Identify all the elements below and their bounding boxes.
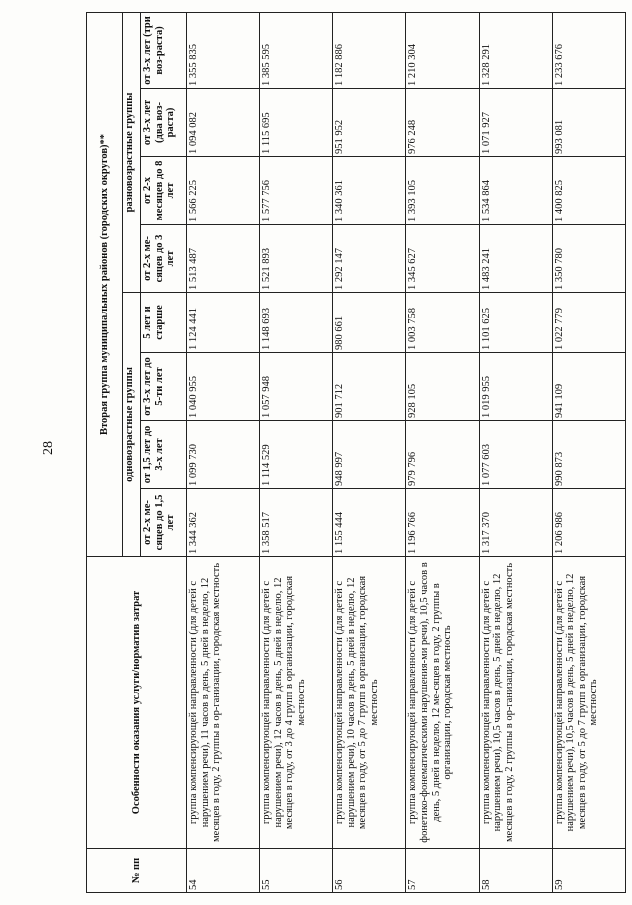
table-row — [552, 12, 625, 892]
table-row — [187, 12, 260, 892]
cost-value: 1 358 517 — [260, 489, 333, 557]
row-number: 56 — [333, 849, 406, 893]
header-single-age: одновозрастные группы — [123, 293, 141, 557]
cost-value: 1 350 780 — [552, 225, 625, 293]
cost-value: 1 317 370 — [479, 489, 552, 557]
cost-value: 948 997 — [333, 421, 406, 489]
table-row — [260, 12, 333, 892]
cost-value: 1 071 927 — [479, 89, 552, 157]
cost-value: 1 101 625 — [479, 293, 552, 353]
cost-value: 1 483 241 — [479, 225, 552, 293]
column-header: 5 лет и старше — [141, 293, 187, 353]
cost-value: 1 099 730 — [187, 421, 260, 489]
table-row — [406, 12, 479, 892]
cost-value: 1 040 955 — [187, 353, 260, 421]
column-header: от 3-х лет (три воз-раста) — [141, 12, 187, 88]
cost-norms-table — [86, 12, 626, 893]
row-description: группа компенсирующей направленности (для детей с нарушением речи), 11 часов в день, 5 дней в неделю, 12 месяцев в году, 2 группы в ор-ганизации, городская местность — [187, 557, 260, 849]
cost-value: 1 182 886 — [333, 12, 406, 88]
cost-value: 1 577 756 — [260, 157, 333, 225]
row-description: группа компенсирующей направленности (для детей с нарушением речи), 10,5 часов в день, 5 дней в неделю, 12 месяцев в году, от 5 до 7 групп в организации, городская местность — [552, 557, 625, 849]
row-number: 59 — [552, 849, 625, 893]
cost-value: 1 345 627 — [406, 225, 479, 293]
column-header: от 2-х ме-сяцев до 1,5 лет — [141, 489, 187, 557]
cost-value: 1 400 825 — [552, 157, 625, 225]
cost-value: 1 206 986 — [552, 489, 625, 557]
cost-value: 1 019 955 — [479, 353, 552, 421]
cost-value: 979 796 — [406, 421, 479, 489]
row-description: группа компенсирующей направленности (для детей с нарушением речи), 10,5 часов в день, 5 дней в неделю, 12 месяцев в году, 2 группы в ор-ганизации, городская местность — [479, 557, 552, 849]
cost-value: 993 081 — [552, 89, 625, 157]
cost-value: 1 210 304 — [406, 12, 479, 88]
cost-value: 1 566 225 — [187, 157, 260, 225]
cost-value: 1 513 487 — [187, 225, 260, 293]
cost-value: 1 233 676 — [552, 12, 625, 88]
header-description: Особенности оказания услуги/норматив затрат — [87, 557, 187, 849]
cost-value: 1 340 361 — [333, 157, 406, 225]
column-header: от 1,5 лет до 3-х лет — [141, 421, 187, 489]
cost-value: 1 534 864 — [479, 157, 552, 225]
table-row — [479, 12, 552, 892]
cost-value: 1 355 835 — [187, 12, 260, 88]
cost-value: 1 094 082 — [187, 89, 260, 157]
table-row — [333, 12, 406, 892]
cost-value: 1 114 529 — [260, 421, 333, 489]
cost-value: 951 952 — [333, 89, 406, 157]
cost-value: 1 057 948 — [260, 353, 333, 421]
cost-value: 1 148 693 — [260, 293, 333, 353]
row-number: 58 — [479, 849, 552, 893]
row-description: группа компенсирующей направленности (для детей с нарушением речи), 10 часов в день, 5 дней в неделю, 12 месяцев в году, от 5 до 7 групп в организации, городская местность — [333, 557, 406, 849]
cost-value: 1 115 695 — [260, 89, 333, 157]
header-no: № пп — [87, 849, 187, 893]
cost-value: 1 077 603 — [479, 421, 552, 489]
column-header: от 2-х ме-сяцев до 3 лет — [141, 225, 187, 293]
row-number: 55 — [260, 849, 333, 893]
cost-value: 1 155 444 — [333, 489, 406, 557]
page-number: 28 — [41, 441, 56, 455]
cost-value: 1 385 595 — [260, 12, 333, 88]
cost-value: 1 124 441 — [187, 293, 260, 353]
row-number: 57 — [406, 849, 479, 893]
cost-value: 1 292 147 — [333, 225, 406, 293]
cost-value: 1 022 779 — [552, 293, 625, 353]
column-header: от 3-х лет (два воз-раста) — [141, 89, 187, 157]
cost-value: 901 712 — [333, 353, 406, 421]
row-description: группа компенсирующей направленности (для детей с фонетико-фонематическими нарушения-ми речи), 10,5 часов в день, 5 дней в неделю, 12 ме-сяцев в году, 2 группы в организации, городская местность — [406, 557, 479, 849]
cost-value: 1 393 105 — [406, 157, 479, 225]
cost-value: 990 873 — [552, 421, 625, 489]
cost-value: 976 248 — [406, 89, 479, 157]
header-multi-age: разновозрастные группы — [123, 12, 141, 292]
cost-value: 980 661 — [333, 293, 406, 353]
cost-value: 928 105 — [406, 353, 479, 421]
cost-value: 1 521 893 — [260, 225, 333, 293]
cost-value: 941 109 — [552, 353, 625, 421]
column-header: от 2-х месяцев до 8 лет — [141, 157, 187, 225]
cost-value: 1 196 766 — [406, 489, 479, 557]
rotated-table-wrapper — [86, 13, 626, 893]
row-description: группа компенсирующей направленности (для детей с нарушением речи), 12 часов в день, 5 дней в неделю, 12 месяцев в году, от 3 до 4 групп в организации, городская местность — [260, 557, 333, 849]
header-group-title: Вторая группа муниципальных районов (городских округов)** — [87, 12, 123, 556]
row-number: 54 — [187, 849, 260, 893]
cost-value: 1 003 758 — [406, 293, 479, 353]
column-header: от 3-х лет до 5-ти лет — [141, 353, 187, 421]
cost-value: 1 344 362 — [187, 489, 260, 557]
cost-value: 1 328 291 — [479, 12, 552, 88]
